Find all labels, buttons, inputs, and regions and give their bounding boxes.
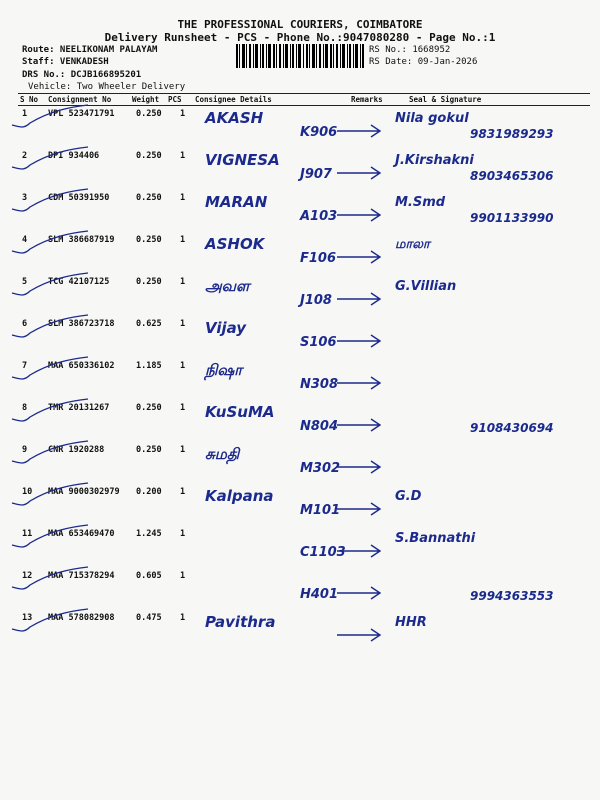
drs-number: DRS No.: DCJB166895201 bbox=[22, 70, 142, 80]
handwritten-arrow bbox=[335, 585, 385, 601]
document-subtitle: Delivery Runsheet - PCS - Phone No.:9047080280 - Page No.:1 bbox=[104, 31, 496, 44]
row-consignment-no: MAA 9000302979 bbox=[48, 487, 120, 497]
row-weight: 1.185 bbox=[136, 361, 162, 371]
delivered-tick-mark bbox=[10, 189, 90, 213]
row-pcs: 1 bbox=[180, 445, 186, 455]
recipient-signature: G.Villian bbox=[395, 279, 457, 294]
handwritten-arrow bbox=[335, 333, 385, 349]
table-row bbox=[0, 361, 600, 403]
table-row bbox=[0, 403, 600, 445]
delivered-tick-mark bbox=[10, 357, 90, 381]
row-pcs: 1 bbox=[180, 109, 186, 119]
handwritten-flat-number: J907 bbox=[300, 167, 332, 182]
table-row bbox=[0, 193, 600, 235]
delivered-tick-mark bbox=[10, 483, 90, 507]
row-sno: 10 bbox=[22, 487, 33, 497]
handwritten-consignee-name: சுமதி bbox=[205, 445, 240, 463]
row-pcs: 1 bbox=[180, 235, 186, 245]
handwritten-arrow bbox=[335, 123, 385, 139]
rs-number: RS No.: 1668952 bbox=[369, 45, 451, 55]
row-sno: 5 bbox=[22, 277, 28, 287]
row-consignment-no: MAA 578082908 bbox=[48, 613, 115, 623]
handwritten-arrow bbox=[335, 165, 385, 181]
row-weight: 0.250 bbox=[136, 151, 162, 161]
row-sno: 8 bbox=[22, 403, 28, 413]
row-sno: 13 bbox=[22, 613, 33, 623]
handwritten-consignee-name: ASHOK bbox=[205, 235, 265, 253]
table-row bbox=[0, 109, 600, 151]
recipient-phone: 9831989293 bbox=[470, 127, 554, 141]
handwritten-flat-number: H401 bbox=[300, 587, 339, 602]
handwritten-consignee-name: Vijay bbox=[205, 319, 247, 337]
recipient-phone: 9901133990 bbox=[470, 211, 554, 225]
handwritten-consignee-name: நிஷா bbox=[205, 361, 243, 379]
recipient-signature: மாலா bbox=[395, 237, 430, 252]
table-row bbox=[0, 151, 600, 193]
col-seal-signature: Seal & Signature bbox=[409, 95, 482, 104]
row-consignment-no: DPI 934406 bbox=[48, 151, 100, 161]
handwritten-flat-number: K906 bbox=[300, 125, 338, 140]
row-weight: 0.250 bbox=[136, 445, 162, 455]
row-weight: 0.605 bbox=[136, 571, 162, 581]
handwritten-flat-number: M302 bbox=[300, 461, 341, 476]
delivered-tick-mark bbox=[10, 315, 90, 339]
handwritten-arrow bbox=[335, 417, 385, 433]
header-bottom-rule bbox=[18, 105, 590, 106]
row-consignment-no: SLM 386687919 bbox=[48, 235, 115, 245]
row-pcs: 1 bbox=[180, 193, 186, 203]
col-remarks: Remarks bbox=[351, 95, 383, 104]
recipient-signature: G.D bbox=[395, 489, 422, 504]
delivered-tick-mark bbox=[10, 525, 90, 549]
row-sno: 1 bbox=[22, 109, 28, 119]
col-sno: S No bbox=[20, 95, 39, 104]
handwritten-arrow bbox=[335, 459, 385, 475]
row-weight: 1.245 bbox=[136, 529, 162, 539]
delivered-tick-mark bbox=[10, 567, 90, 591]
row-weight: 0.250 bbox=[136, 277, 162, 287]
delivered-tick-mark bbox=[10, 105, 90, 129]
row-pcs: 1 bbox=[180, 613, 186, 623]
recipient-signature: S.Bannathi bbox=[395, 531, 476, 546]
table-row bbox=[0, 613, 600, 655]
handwritten-flat-number: J108 bbox=[300, 293, 332, 308]
col-consignment: Consignment No bbox=[48, 95, 112, 104]
delivered-tick-mark bbox=[10, 273, 90, 297]
handwritten-flat-number: A103 bbox=[300, 209, 338, 224]
row-consignment-no: MAA 650336102 bbox=[48, 361, 115, 371]
col-pcs: PCS bbox=[168, 95, 182, 104]
handwritten-consignee-name: Pavithra bbox=[205, 613, 276, 631]
row-pcs: 1 bbox=[180, 487, 186, 497]
row-sno: 2 bbox=[22, 151, 28, 161]
row-weight: 0.250 bbox=[136, 235, 162, 245]
handwritten-arrow bbox=[335, 375, 385, 391]
row-sno: 11 bbox=[22, 529, 33, 539]
handwritten-consignee-name: AKASH bbox=[205, 109, 264, 127]
row-weight: 0.625 bbox=[136, 319, 162, 329]
row-consignment-no: TCG 42107125 bbox=[48, 277, 110, 287]
row-sno: 3 bbox=[22, 193, 28, 203]
row-pcs: 1 bbox=[180, 403, 186, 413]
row-pcs: 1 bbox=[180, 319, 186, 329]
handwritten-flat-number: C1103 bbox=[300, 545, 346, 560]
barcode bbox=[236, 44, 364, 68]
col-weight: Weight bbox=[132, 95, 160, 104]
table-row bbox=[0, 235, 600, 277]
row-weight: 0.250 bbox=[136, 109, 162, 119]
recipient-signature: Nila gokul bbox=[395, 111, 469, 126]
handwritten-consignee-name: அவள bbox=[205, 277, 250, 295]
recipient-signature: M.Smd bbox=[395, 195, 446, 210]
row-sno: 12 bbox=[22, 571, 33, 581]
row-consignment-no: CDM 50391950 bbox=[48, 193, 110, 203]
delivered-tick-mark bbox=[10, 609, 90, 633]
rs-date: RS Date: 09-Jan-2026 bbox=[369, 57, 478, 67]
row-pcs: 1 bbox=[180, 361, 186, 371]
handwritten-consignee-name: MARAN bbox=[205, 193, 268, 211]
row-sno: 4 bbox=[22, 235, 28, 245]
recipient-phone: 9108430694 bbox=[470, 421, 554, 435]
row-sno: 9 bbox=[22, 445, 28, 455]
table-row bbox=[0, 571, 600, 613]
document-title: THE PROFESSIONAL COURIERS, COIMBATORE bbox=[177, 18, 423, 31]
row-weight: 0.250 bbox=[136, 193, 162, 203]
recipient-signature: J.Kirshakni bbox=[395, 153, 474, 168]
handwritten-arrow bbox=[335, 207, 385, 223]
handwritten-flat-number: N804 bbox=[300, 419, 339, 434]
table-row bbox=[0, 319, 600, 361]
staff-label: Staff: VENKADESH bbox=[22, 57, 109, 67]
row-weight: 0.200 bbox=[136, 487, 162, 497]
row-sno: 7 bbox=[22, 361, 28, 371]
handwritten-arrow bbox=[335, 543, 385, 559]
vehicle-label: Vehicle: Two Wheeler Delivery bbox=[28, 82, 186, 92]
row-weight: 0.475 bbox=[136, 613, 162, 623]
handwritten-flat-number: M101 bbox=[300, 503, 341, 518]
delivered-tick-mark bbox=[10, 399, 90, 423]
delivered-tick-mark bbox=[10, 147, 90, 171]
handwritten-flat-number: S106 bbox=[300, 335, 337, 350]
table-row bbox=[0, 445, 600, 487]
recipient-phone: 9994363553 bbox=[470, 589, 554, 603]
handwritten-arrow bbox=[335, 627, 385, 643]
delivered-tick-mark bbox=[10, 441, 90, 465]
table-row bbox=[0, 529, 600, 571]
recipient-signature: HHR bbox=[395, 615, 427, 630]
row-pcs: 1 bbox=[180, 277, 186, 287]
row-consignment-no: CNR 1920288 bbox=[48, 445, 105, 455]
recipient-phone: 8903465306 bbox=[470, 169, 554, 183]
handwritten-arrow bbox=[335, 249, 385, 265]
handwritten-flat-number: F106 bbox=[300, 251, 337, 266]
handwritten-consignee-name: KuSuMA bbox=[205, 403, 275, 421]
row-pcs: 1 bbox=[180, 529, 186, 539]
handwritten-consignee-name: Kalpana bbox=[205, 487, 274, 505]
header-top-rule bbox=[18, 93, 590, 94]
row-consignment-no: TMR 20131267 bbox=[48, 403, 110, 413]
row-consignment-no: MAA 653469470 bbox=[48, 529, 115, 539]
route-label: Route: NEELIKONAM PALAYAM bbox=[22, 45, 158, 55]
row-consignment-no: MAA 715378294 bbox=[48, 571, 115, 581]
row-sno: 6 bbox=[22, 319, 28, 329]
table-row bbox=[0, 277, 600, 319]
handwritten-arrow bbox=[335, 501, 385, 517]
handwritten-arrow bbox=[335, 291, 385, 307]
row-consignment-no: SLM 386723718 bbox=[48, 319, 115, 329]
delivered-tick-mark bbox=[10, 231, 90, 255]
table-row bbox=[0, 487, 600, 529]
row-pcs: 1 bbox=[180, 571, 186, 581]
col-consignee: Consignee Details bbox=[195, 95, 272, 104]
handwritten-flat-number: N308 bbox=[300, 377, 339, 392]
handwritten-consignee-name: VIGNESA bbox=[205, 151, 280, 169]
row-consignment-no: VPL 523471791 bbox=[48, 109, 115, 119]
row-weight: 0.250 bbox=[136, 403, 162, 413]
row-pcs: 1 bbox=[180, 151, 186, 161]
